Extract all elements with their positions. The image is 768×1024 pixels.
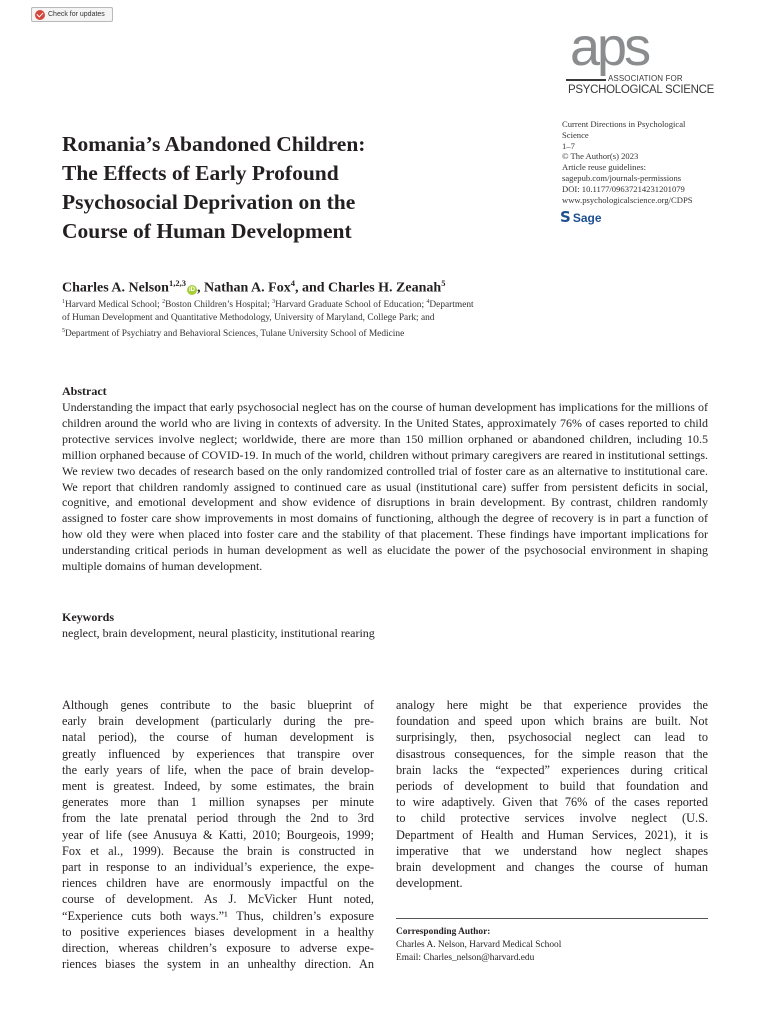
body-line: to wire adaptively. Given that 76% of the cases reported: [396, 795, 708, 810]
journal-name-cont: Science: [562, 129, 589, 140]
affiliations: [62, 296, 552, 341]
logo-line-2: PSYCHOLOGICAL SCIENCE: [568, 84, 715, 96]
affil-text: Harvard Graduate School of Education;: [275, 300, 427, 311]
body-line: periods of development to build that foundation and: [396, 779, 708, 794]
title-line: Psychosocial Deprivation on the: [62, 190, 356, 214]
body-line: foundation and speed upon which brains are built. Not: [396, 714, 708, 729]
page-range: 1–7: [562, 140, 575, 151]
body-line: surprisingly, then, psychosocial neglect can lead to: [396, 730, 708, 745]
body-line: to positive experiences biases development in a healthy: [62, 924, 374, 939]
title-line: The Effects of Early Profound: [62, 161, 339, 185]
corresponding-label: Corresponding Author:: [396, 927, 491, 937]
affil-text: Boston Children’s Hospital;: [165, 300, 273, 311]
body-line: course of development. As J. McVicker Hunt noted,: [62, 892, 374, 907]
body-line: analogy here might be that experience provides the: [396, 698, 708, 712]
keywords-heading: Keywords: [62, 610, 114, 624]
body-line: from the late prenatal period through the 2nd to 3rd: [62, 811, 374, 826]
affil-marker: 4: [426, 299, 430, 305]
affiliation-line: [62, 296, 552, 312]
corresponding-divider: [396, 918, 708, 919]
body-line: riences biases the system in an unhealthy direction. An: [62, 957, 374, 972]
check-for-updates-label: Check for updates: [48, 11, 105, 18]
body-line: Although genes contribute to the basic blueprint of: [62, 698, 374, 712]
sage-name: Sage: [572, 210, 602, 225]
title-line: Romania’s Abandoned Children:: [62, 132, 366, 156]
corresponding-author: [396, 926, 561, 965]
abstract-heading: Abstract: [62, 384, 107, 398]
sage-logo: [560, 210, 602, 225]
author-name: , and Charles H. Zeanah: [294, 280, 442, 296]
body-line: imperative that we understand how neglect shapes: [396, 843, 708, 858]
author-affil-marker: 5: [441, 278, 446, 288]
author-name: Charles A. Nelson: [62, 280, 169, 296]
reuse-guidelines: Article reuse guidelines:: [562, 162, 646, 173]
check-for-updates-badge[interactable]: [31, 7, 113, 22]
body-line: ment is greatest. Indeed, by some estimates, the brain: [62, 779, 374, 794]
body-line: “Experience cuts both ways.”¹ Thus, children’s exposure: [62, 908, 374, 923]
affil-marker: 5: [62, 328, 65, 335]
body-line: brain development and changes the course of human: [396, 860, 708, 875]
body-line: to child protective services involve neglect (U.S.: [396, 811, 708, 826]
affil-text: Harvard Medical School;: [65, 300, 163, 311]
corresponding-email[interactable]: Email: Charles_nelson@harvard.edu: [396, 953, 535, 963]
title-line: Course of Human Development: [62, 219, 352, 243]
author-affil-marker: 1,2,3: [168, 278, 186, 288]
body-line: riences children have are enormously impactful on the: [62, 876, 374, 891]
journal-name: Current Directions in Psychological: [562, 119, 686, 129]
body-column-1: [62, 697, 374, 972]
affil-text: Department of Psychiatry and Behavioral Sciences, Tulane University School of Medicine: [65, 329, 405, 340]
body-line: generates more than 1 million synapses per minute: [62, 795, 374, 810]
body-line: Department of Health and Human Services, 2021), it is: [396, 827, 708, 842]
body-line: the early years of life, when the pace of brain develop-: [62, 762, 374, 777]
author-affil-marker: 4: [290, 278, 295, 288]
journal-url[interactable]: www.psychologicalscience.org/CDPS: [562, 194, 693, 205]
aps-wordmark: aps: [570, 17, 649, 77]
logo-line-1: ASSOCIATION FOR: [608, 74, 683, 83]
body-line: greatly influenced by experiences that transpire over: [62, 746, 374, 761]
permissions-link[interactable]: sagepub.com/journals-permissions: [562, 172, 682, 183]
check-icon: [35, 10, 45, 20]
logo-rule: [566, 79, 606, 81]
journal-info: [562, 119, 712, 205]
corresponding-name: Charles A. Nelson, Harvard Medical School: [396, 940, 562, 950]
orcid-icon[interactable]: iD: [188, 286, 195, 293]
sage-icon: S: [560, 208, 571, 226]
doi[interactable]: DOI: 10.1177/09637214231201079: [562, 183, 685, 194]
article-title: [62, 130, 442, 246]
body-line: direction, whereas children’s exposure to adverse expe-: [62, 941, 374, 956]
copyright: © The Author(s) 2023: [562, 151, 639, 162]
body-line: part in response to an individual’s experience, the expe-: [62, 860, 374, 875]
author-name: , Nathan A. Fox: [196, 280, 291, 296]
keywords-text: neglect, brain development, neural plasticity, institutional rearing: [62, 626, 375, 640]
body-line: disastrous consequences, for the simple reason that the: [396, 746, 708, 761]
body-line: development.: [396, 876, 463, 891]
affil-text: Department: [429, 300, 474, 311]
body-line: natal period), the course of human development is: [62, 730, 374, 745]
affiliation-line: [62, 325, 552, 341]
abstract-text: Understanding the impact that early psychosocial neglect has on the course of human development has implications for the millions of children around the world who are living in contexts of adversity. In the United States, approximately 76% of cases reported to child protective services involve neglect; worldwide, there are more than 150 million orphaned or abandoned children, including 10.5 million orphaned because of COVID-19. In much of the world, children without primary caregivers are reared in institutional settings. We review two decades of research based on the only randomized controlled trial of foster care as an alternative to institutional care. We report that children randomly assigned to continued care as usual (institutional care) suffer from persistent deficits in social, cognitive, and emotional development and show evidence of disruptions in brain development. By contrast, children randomly assigned to foster care show improvements in most domains of functioning, although the degree of recovery is in part a function of how old they were when placed into foster care and the stability of that placement. These findings have important implications for understanding critical periods in human development as well as elucidate the power of the psychosocial environment in shaping multiple domains of human development.: [62, 400, 708, 574]
body-column-2: [396, 697, 708, 891]
body-line: brain lacks the “expected” experiences during critical: [396, 762, 708, 777]
body-line: year of life (see Anusuya & Katti, 2010; Bourgeois, 1999;: [62, 827, 374, 842]
body-line: Fox et al., 1999). Because the brain is constructed in: [62, 843, 374, 858]
body-line: early brain development (particularly during the pre-: [62, 714, 374, 729]
affil-marker: 3: [272, 299, 276, 305]
affil-marker: 2: [162, 299, 166, 305]
author-list: [62, 278, 445, 297]
affiliation-line: of Human Development and Quantitative Methodology, University of Maryland, College Park; and: [62, 313, 435, 324]
aps-logo: [566, 17, 715, 104]
affil-marker: 1: [62, 299, 65, 305]
